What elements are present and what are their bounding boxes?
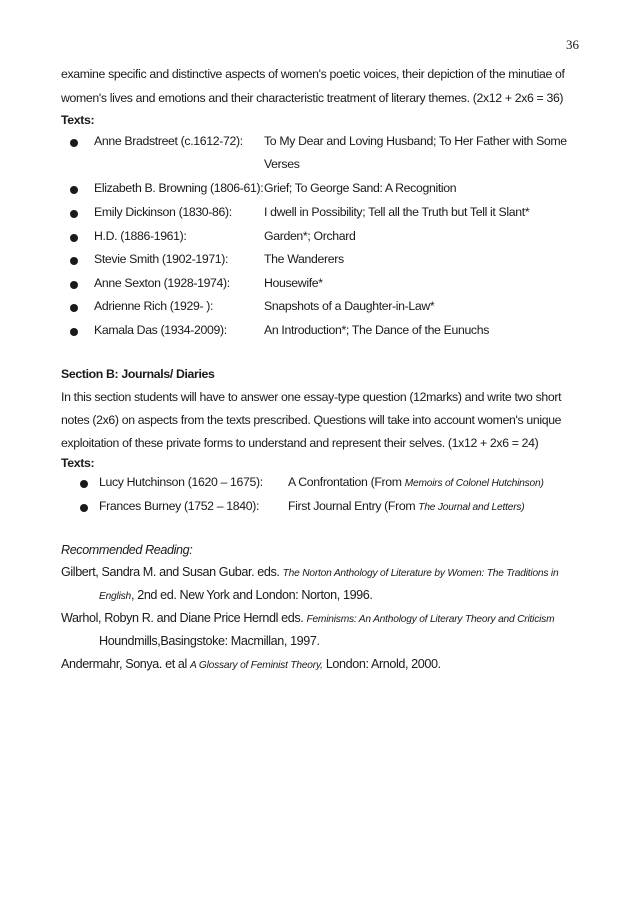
bullet-icon [70, 257, 78, 265]
bullet-icon [70, 139, 78, 147]
poet-works: An Introduction*; The Dance of the Eunuchs [264, 323, 490, 337]
poet-works: To My Dear and Loving Husband; To Her Father with Some [264, 134, 567, 148]
author-name: Frances Burney (1752 – 1840): [99, 499, 260, 513]
intro-line-2: women's lives and emotions and their characteristic treatment of literary themes. (2x12 + 2x6 = 36) [61, 91, 564, 105]
poet-works: Garden*; Orchard [264, 229, 356, 243]
bullet-icon [70, 328, 78, 336]
poet-works-cont: Verses [264, 157, 300, 171]
poet-name: Adrienne Rich (1929- ): [94, 299, 214, 313]
bullet-icon [70, 210, 78, 218]
poet-name: Anne Bradstreet (c.1612-72): [94, 134, 243, 148]
texts-heading-b: Texts: [61, 456, 95, 470]
author-name: Lucy Hutchinson (1620 – 1675): [99, 475, 263, 489]
texts-heading: Texts: [61, 113, 95, 127]
section-b-line-1: In this section students will have to answer one essay-type question (12marks) and write two short [61, 390, 562, 404]
poet-name: Kamala Das (1934-2009): [94, 323, 227, 337]
page-number: 36 [566, 37, 579, 52]
poet-name: Stevie Smith (1902-1971): [94, 252, 229, 266]
reference-entry: Andermahr, Sonya. et al A Glossary of Feminist Theory, London: Arnold, 2000. [61, 657, 441, 671]
reference-entry-cont: Houndmills,Basingstoke: Macmillan, 1997. [99, 634, 320, 648]
poet-name: Emily Dickinson (1830-86): [94, 205, 232, 219]
bullet-icon [70, 186, 78, 194]
section-b-line-3: exploitation of these private forms to understand and represent their selves. (1x12 + 2x6 = 24) [61, 436, 539, 450]
section-b-heading: Section B: Journals/ Diaries [61, 367, 215, 381]
reference-entry: Gilbert, Sandra M. and Susan Gubar. eds. The Norton Anthology of Literature by Women: The Traditions in [61, 565, 559, 579]
poet-works: I dwell in Possibility; Tell all the Truth but Tell it Slant* [264, 205, 530, 219]
bullet-icon [70, 234, 78, 242]
poet-works: Housewife* [264, 276, 323, 290]
bullet-icon [70, 281, 78, 289]
section-b-line-2: notes (2x6) on aspects from the texts prescribed. Questions will take into account women's unique [61, 413, 562, 427]
author-work: First Journal Entry (From The Journal and Letters) [288, 499, 525, 513]
reference-entry-cont: English, 2nd ed. New York and London: Norton, 1996. [99, 588, 373, 602]
intro-line-1: examine specific and distinctive aspects of women's poetic voices, their depiction of the minutiae of [61, 67, 565, 81]
poet-works: The Wanderers [264, 252, 344, 266]
author-work: A Confrontation (From Memoirs of Colonel Hutchinson) [288, 475, 544, 489]
poet-name: Elizabeth B. Browning (1806-61): [94, 181, 264, 195]
bullet-icon [80, 480, 88, 488]
poet-name: Anne Sexton (1928-1974): [94, 276, 230, 290]
reference-entry: Warhol, Robyn R. and Diane Price Herndl eds. Feminisms: An Anthology of Literary Theory and Criticism [61, 611, 555, 625]
poet-works: Grief; To George Sand: A Recognition [264, 181, 457, 195]
bullet-icon [80, 504, 88, 512]
bullet-icon [70, 304, 78, 312]
recommended-reading-heading: Recommended Reading: [61, 543, 193, 557]
poet-name: H.D. (1886-1961): [94, 229, 187, 243]
poet-works: Snapshots of a Daughter-in-Law* [264, 299, 435, 313]
